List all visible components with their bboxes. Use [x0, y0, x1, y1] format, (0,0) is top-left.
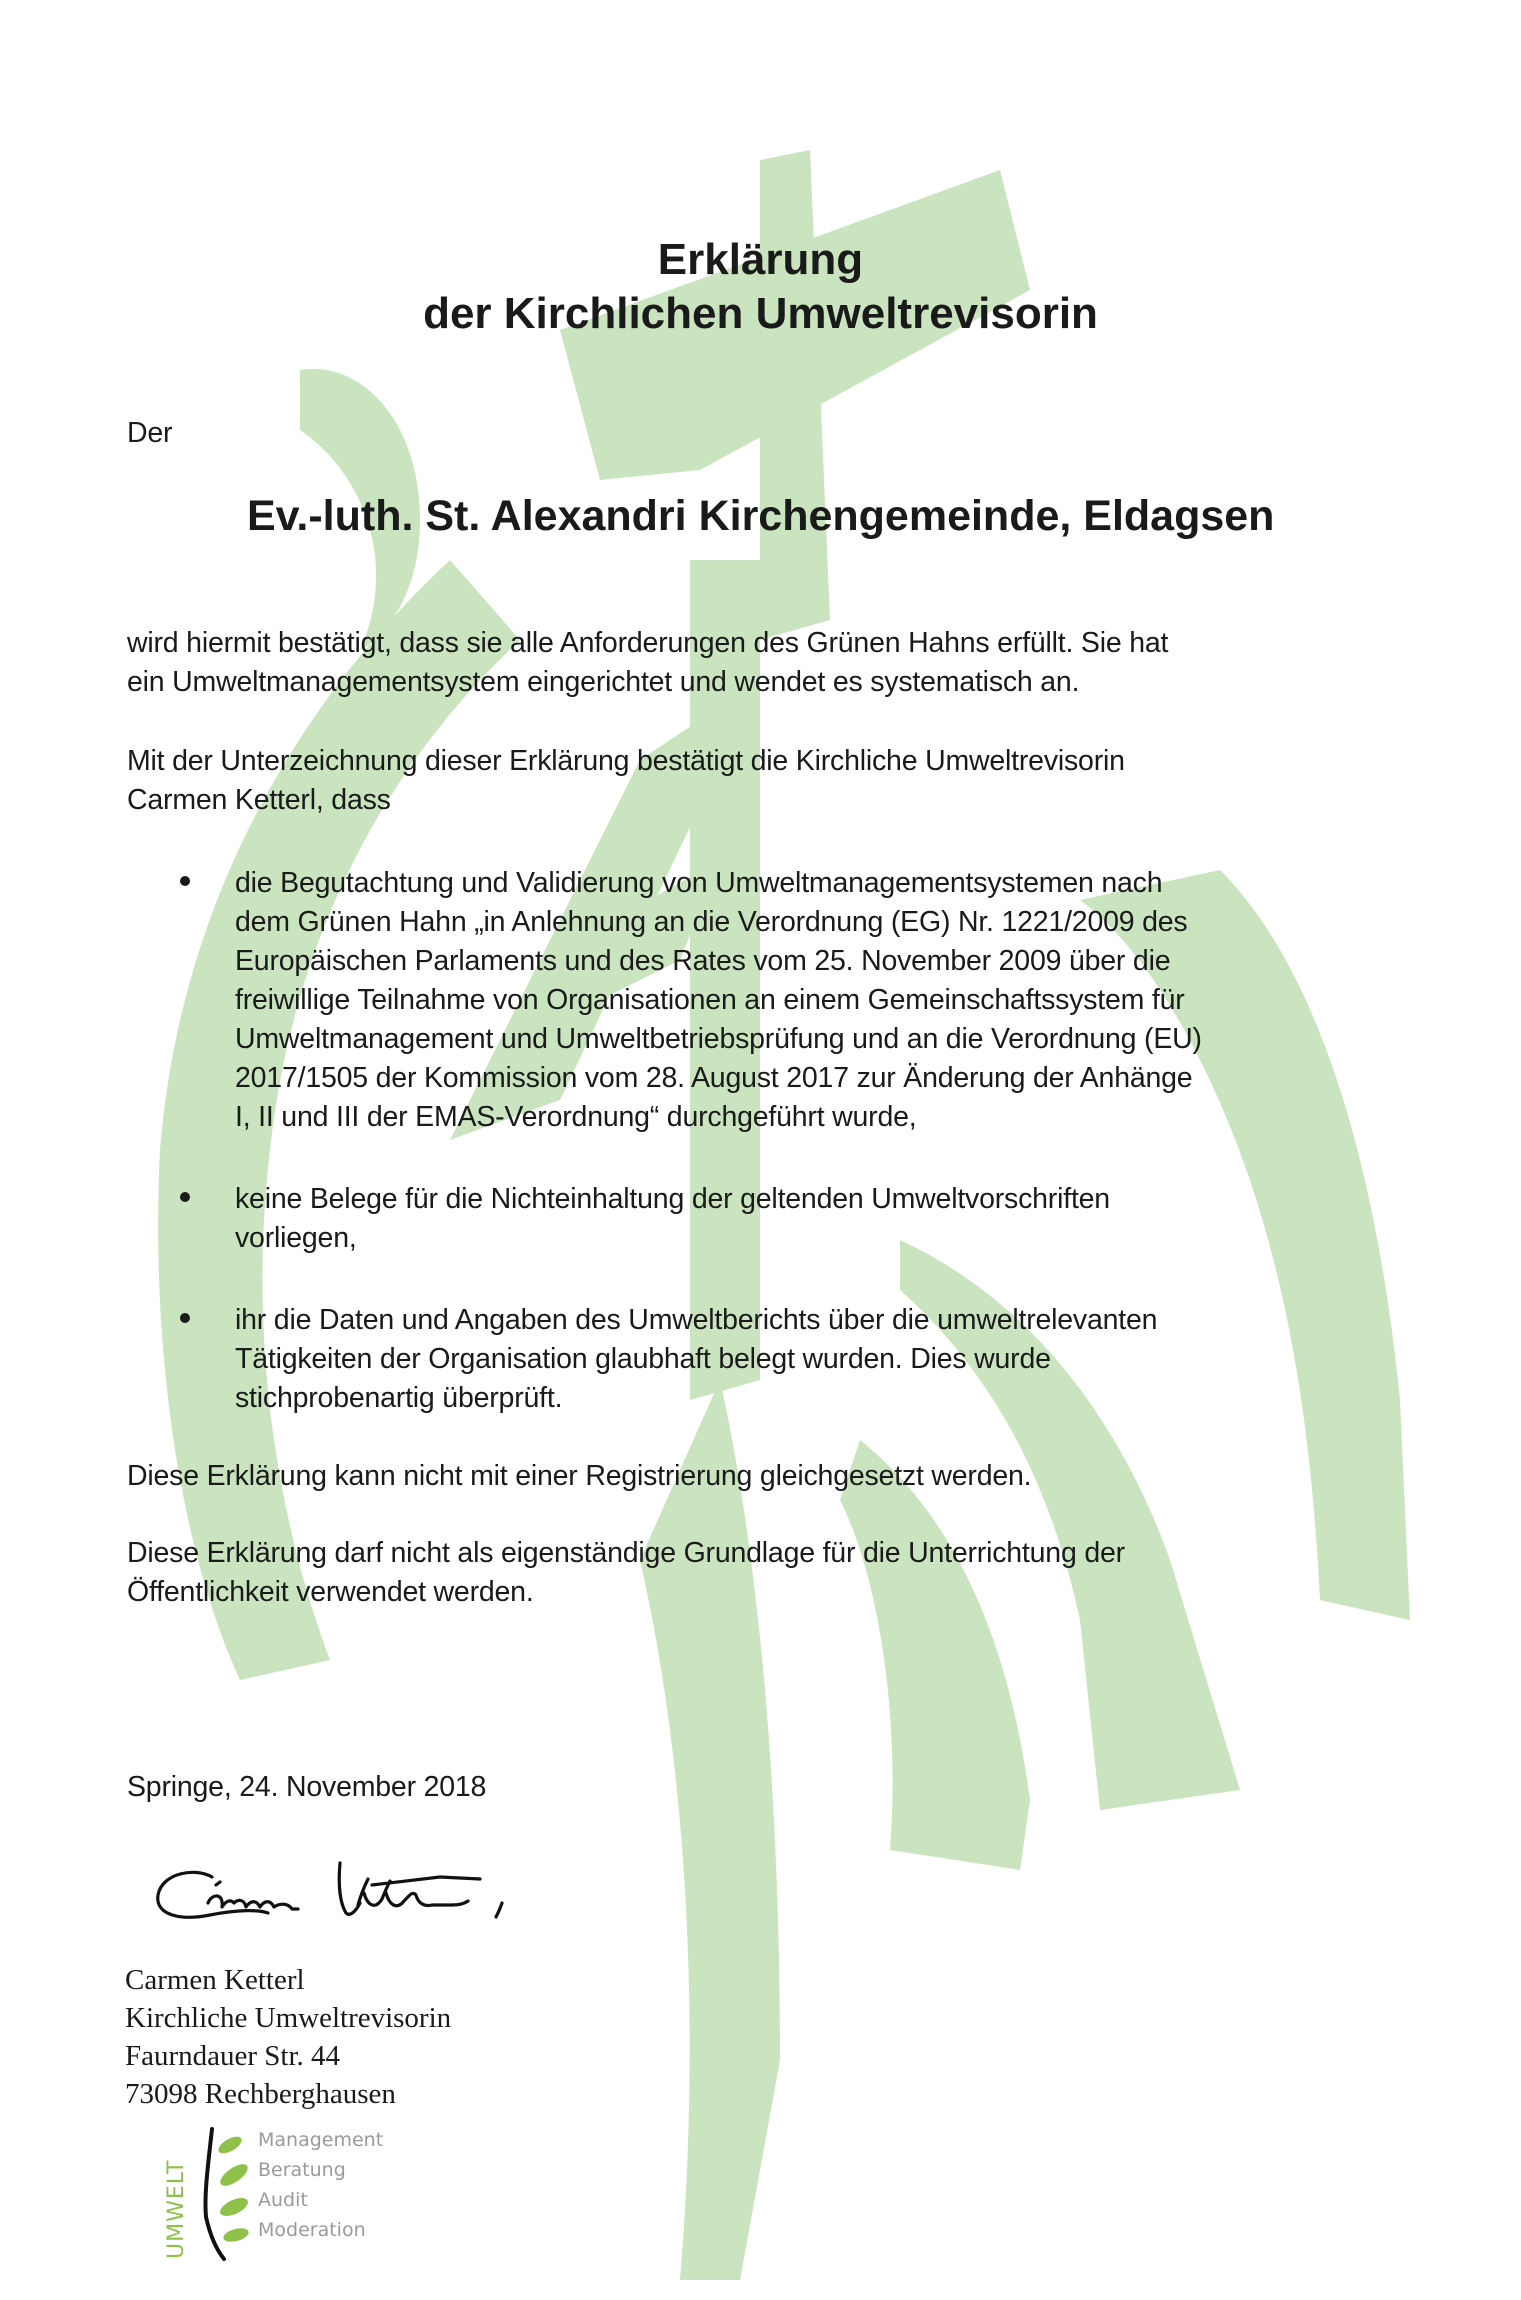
leaf-icon [217, 2160, 251, 2190]
paragraph-confirmation-line: wird hiermit bestätigt, dass sie alle Anforderungen des Grünen Hahns erfüllt. Sie hat [127, 627, 1169, 659]
bullet-1-line: 2017/1505 der Kommission vom 28. August 2017 zur Änderung der Anhänge [235, 1062, 1193, 1094]
bullet-1-line: freiwillige Teilnahme von Organisationen an einem Gemeinschaftssystem für [235, 984, 1185, 1016]
paragraph-signing-line: Carmen Ketterl, dass [127, 784, 391, 816]
bullet-1-line: die Begutachtung und Validierung von Umweltmanagementsystemen nach [235, 867, 1163, 899]
bullet-1-line: dem Grünen Hahn „in Anlehnung an die Verordnung (EG) Nr. 1221/2009 des [235, 906, 1188, 938]
bullet-1-line: Europäischen Parlaments und des Rates vom 25. November 2009 über die [235, 945, 1171, 977]
paragraph-confirmation-line: ein Umweltmanagementsystem eingerichtet und wendet es systematisch an. [127, 666, 1080, 698]
title-line-2: der Kirchlichen Umweltrevisorin [423, 289, 1098, 338]
logo-vertical-label: UMWELT [164, 2159, 189, 2259]
logo-item-management: Management [258, 2129, 384, 2151]
leaf-icon [222, 2226, 250, 2244]
leaf-icon [217, 2194, 250, 2219]
salutation: Der [127, 417, 173, 449]
title-line-1: Erklärung [657, 235, 864, 284]
logo-item-beratung: Beratung [258, 2159, 346, 2181]
bullet-3-line: ihr die Daten und Angaben des Umweltberichts über die umweltrelevanten [235, 1304, 1158, 1336]
bullet-icon [180, 1192, 190, 1202]
bullet-2-line: keine Belege für die Nichteinhaltung der geltenden Umweltvorschriften [235, 1183, 1110, 1215]
place-date: Springe, 24. November 2018 [127, 1771, 487, 1803]
signature-text: Carmen Ketterl [150, 1855, 157, 1856]
bullet-3-line: Tätigkeiten der Organisation glaubhaft belegt wurden. Dies wurde [235, 1343, 1051, 1375]
umwelt-logo [160, 2125, 420, 2275]
paragraph-public-note-line: Diese Erklärung darf nicht als eigenständige Grundlage für die Unterrichtung der [127, 1537, 1125, 1569]
bullet-1-line: I, II und III der EMAS-Verordnung“ durchgeführt wurde, [235, 1101, 917, 1133]
signature [150, 1855, 590, 1945]
bullet-3-line: stichprobenartig überprüft. [235, 1382, 563, 1414]
signatory-street: Faurndauer Str. 44 [125, 2040, 341, 2072]
paragraph-registration-note: Diese Erklärung kann nicht mit einer Registrierung gleichgesetzt werden. [127, 1460, 1032, 1492]
bullet-icon [180, 876, 190, 886]
organization-name: Ev.-luth. St. Alexandri Kirchengemeinde, Eldagsen [247, 492, 1275, 540]
logo-item-audit: Audit [258, 2189, 308, 2211]
bullet-2-line: vorliegen, [235, 1222, 357, 1254]
signatory-city: 73098 Rechberghausen [125, 2078, 396, 2110]
logo-item-moderation: Moderation [258, 2219, 366, 2241]
paragraph-public-note-line: Öffentlichkeit verwendet werden. [127, 1576, 534, 1608]
leaf-icon [216, 2133, 245, 2156]
bullet-icon [180, 1313, 190, 1323]
bullet-1-line: Umweltmanagement und Umweltbetriebsprüfung und an die Verordnung (EU) [235, 1023, 1202, 1055]
signatory-role: Kirchliche Umweltrevisorin [125, 2002, 452, 2034]
paragraph-signing-line: Mit der Unterzeichnung dieser Erklärung bestätigt die Kirchliche Umweltrevisorin [127, 745, 1125, 777]
signatory-name: Carmen Ketterl [125, 1964, 305, 1996]
